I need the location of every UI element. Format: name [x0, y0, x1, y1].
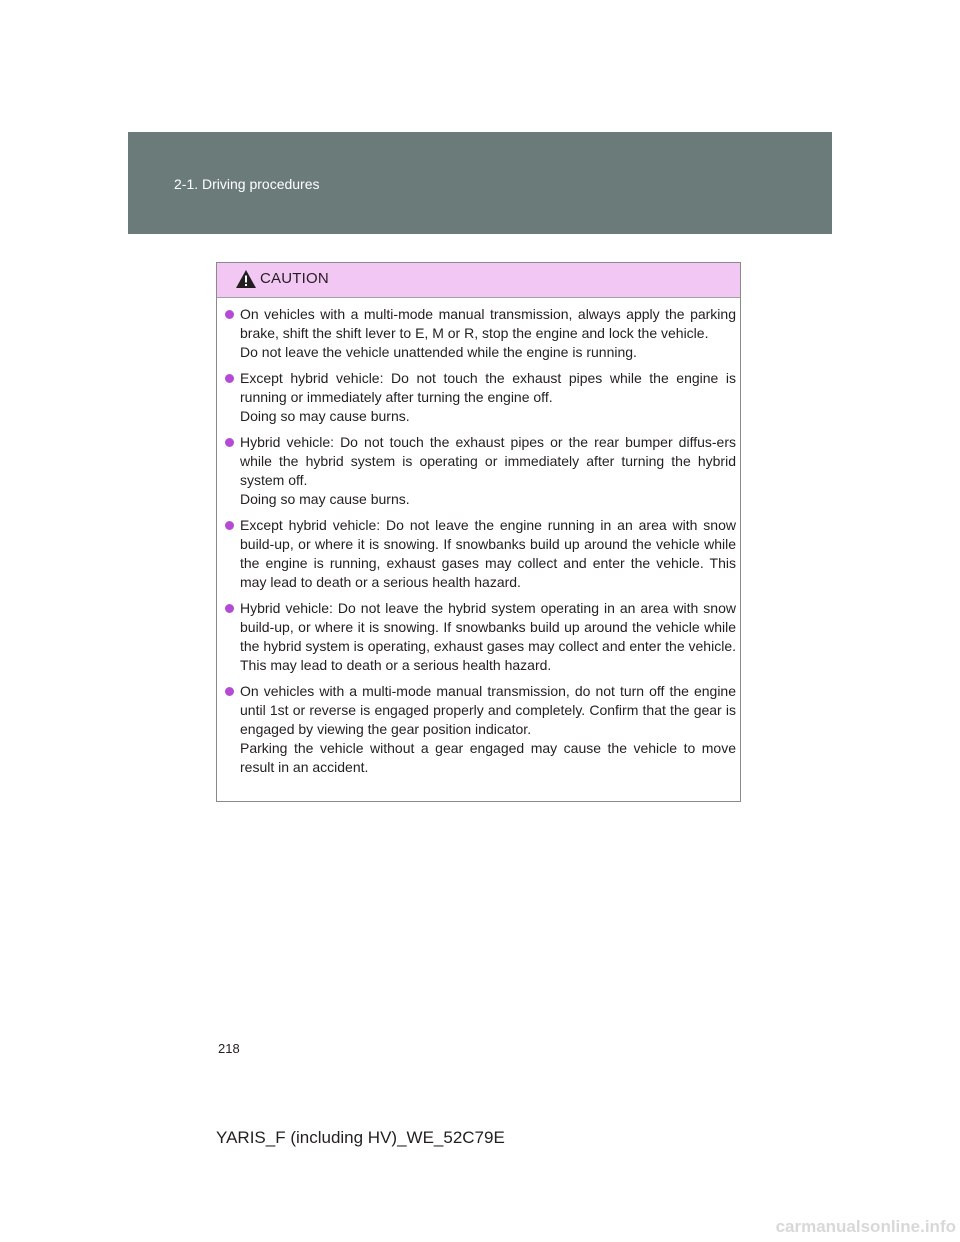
caution-item-text: Hybrid vehicle: Do not touch the exhaust pipes or the rear bumper diffus-ers while the hybrid system is operating or immediately after turning the hybrid system off. [240, 434, 736, 488]
caution-item [224, 433, 736, 509]
caution-title: CAUTION [260, 270, 329, 287]
caution-item [224, 305, 736, 362]
caution-item [224, 369, 736, 426]
header-band [128, 132, 832, 234]
caution-item [224, 516, 736, 592]
caution-item [224, 599, 736, 675]
document-footer: YARIS_F (including HV)_WE_52C79E [216, 1128, 505, 1147]
caution-item-text: Parking the vehicle without a gear engaged may cause the vehicle to move result in an accident. [240, 740, 736, 775]
svg-text:carmanualsonline.info: carmanualsonline.info [775, 1217, 956, 1236]
caution-item [224, 682, 736, 777]
section-title: 2-1. Driving procedures [174, 176, 320, 192]
caution-header [217, 263, 740, 298]
bullet-icon [225, 438, 234, 447]
caution-item-text: Doing so may cause burns. [240, 408, 410, 424]
bullet-icon [225, 310, 234, 319]
warning-triangle-icon [235, 269, 257, 289]
bullet-icon [225, 521, 234, 530]
caution-item-text: Except hybrid vehicle: Do not touch the exhaust pipes while the engine is running or immediately after turning the engine off. [240, 370, 736, 405]
caution-body [217, 298, 740, 777]
caution-item-text: Except hybrid vehicle: Do not leave the engine running in an area with snow build-up, or where it is snowing. If snowbanks build up around the vehicle while the engine is running, exhaust gases may collect and enter the vehicle. This may lead to death or a serious health hazard. [240, 517, 736, 590]
caution-item-text: On vehicles with a multi-mode manual transmission, do not turn off the engine until 1st or reverse is engaged properly and completely. Confirm that the gear is engaged by viewing the gear position indicator. [240, 683, 736, 737]
bullet-icon [225, 687, 234, 696]
caution-box [216, 262, 741, 802]
page-number: 218 [218, 1041, 240, 1056]
bullet-icon [225, 374, 234, 383]
bullet-icon [225, 604, 234, 613]
watermark-logo [738, 1210, 960, 1242]
caution-item-text: Doing so may cause burns. [240, 491, 410, 507]
caution-item-text: On vehicles with a multi-mode manual transmission, always apply the parking brake, shift the shift lever to E, M or R, stop the engine and lock the vehicle. [240, 306, 736, 341]
caution-item-text: Hybrid vehicle: Do not leave the hybrid system operating in an area with snow build-up, or where it is snowing. If snowbanks build up around the vehicle while the hybrid system is operating, exhaust gases may collect and enter the vehicle. This may lead to death or a serious health hazard. [240, 600, 736, 673]
caution-item-text: Do not leave the vehicle unattended while the engine is running. [240, 344, 637, 360]
